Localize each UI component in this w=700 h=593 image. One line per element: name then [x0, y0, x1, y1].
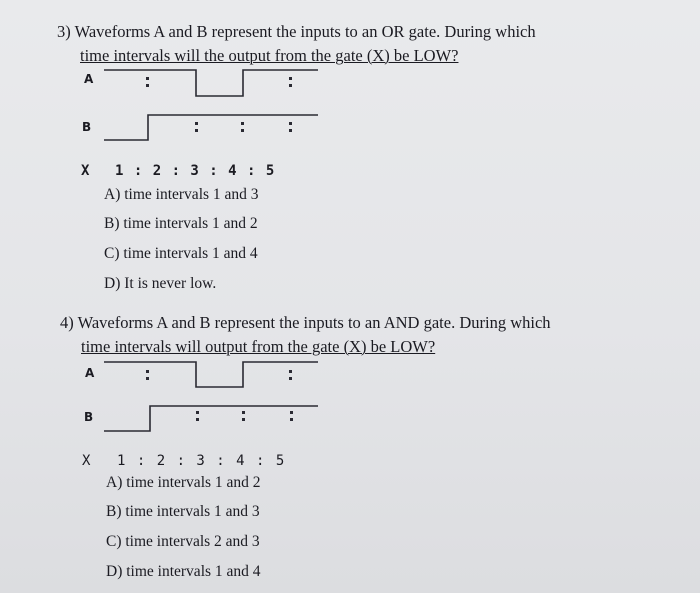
- q4-option-d[interactable]: D) time intervals 1 and 4: [106, 563, 261, 580]
- q3-label-a: A: [84, 72, 94, 86]
- q4-x-intervals: 1 : 2 : 3 : 4 : 5: [117, 453, 285, 469]
- q3-option-b[interactable]: B) time intervals 1 and 2: [104, 215, 258, 232]
- q4-question-line2: time intervals will output from the gate (X) be LOW?: [81, 337, 436, 356]
- q4-label-x: X: [82, 453, 91, 469]
- q3-waveform-b: [104, 115, 318, 140]
- q4-option-b[interactable]: B) time intervals 1 and 3: [106, 503, 260, 520]
- q4-waveform-b: [104, 406, 318, 431]
- q3-option-c[interactable]: C) time intervals 1 and 4: [104, 245, 258, 262]
- q3-waveform-a: [104, 70, 318, 96]
- q3-question-line2: time intervals will the output from the gate (X) be LOW?: [80, 46, 459, 65]
- q3-label-x: X: [81, 163, 90, 179]
- q4-waveform-a: [104, 362, 318, 387]
- q4-question-line1: 4) Waveforms A and B represent the inputs to an AND gate. During which: [60, 313, 551, 332]
- q3-option-d[interactable]: D) It is never low.: [104, 275, 217, 292]
- q4-option-a[interactable]: A) time intervals 1 and 2: [106, 474, 261, 491]
- q4-label-a: A: [85, 366, 95, 380]
- q3-question-line1: 3) Waveforms A and B represent the inputs to an OR gate. During which: [57, 22, 536, 41]
- q3-x-intervals: 1 : 2 : 3 : 4 : 5: [115, 163, 275, 179]
- q4-option-c[interactable]: C) time intervals 2 and 3: [106, 533, 260, 550]
- q4-label-b: B: [84, 410, 94, 424]
- q3-option-a[interactable]: A) time intervals 1 and 3: [104, 186, 259, 203]
- q3-label-b: B: [82, 120, 92, 134]
